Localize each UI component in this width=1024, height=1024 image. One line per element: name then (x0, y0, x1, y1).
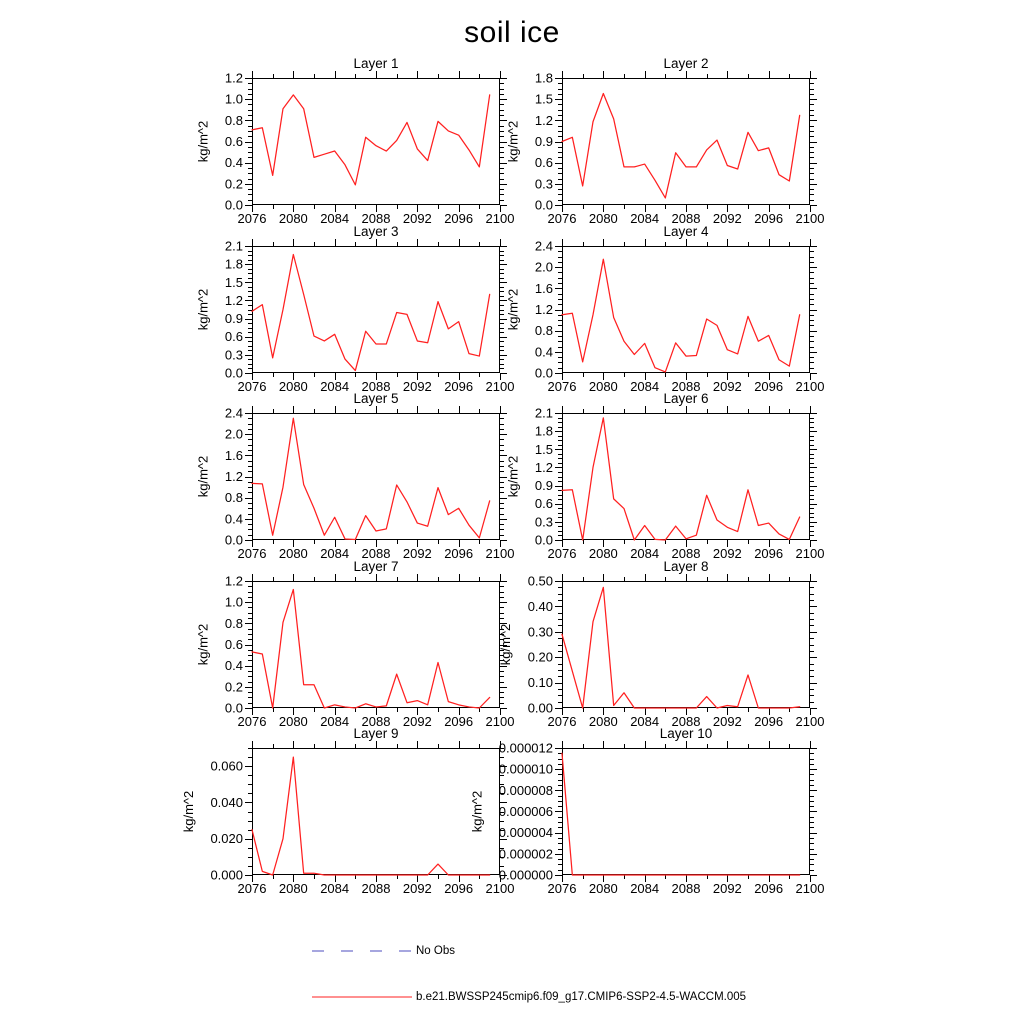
x-tick-label: 2096 (444, 379, 474, 394)
y-tick-label: 1.2 (534, 459, 553, 475)
y-tick-label: 0.8 (224, 615, 243, 631)
panel-layer-4 (505, 224, 825, 394)
x-tick-label: 2080 (278, 881, 308, 896)
panel-title: Layer 8 (663, 559, 709, 574)
panel-title: Layer 9 (353, 726, 399, 741)
x-tick-label: 2080 (588, 881, 618, 896)
y-tick-label: 0.2 (224, 176, 243, 192)
plot-layer-8 (498, 573, 825, 729)
x-tick-label: 2096 (444, 546, 474, 561)
panel-layer-8 (498, 559, 825, 729)
panel-title: Layer 7 (353, 559, 399, 574)
page-title: soil ice (464, 16, 560, 49)
series-line (562, 94, 800, 198)
x-tick-label: 2096 (754, 546, 784, 561)
x-tick-label: 2076 (547, 881, 577, 896)
y-axis-label: kg/m^2 (505, 288, 521, 331)
y-axis-label: kg/m^2 (195, 288, 211, 331)
plot-layer-4 (505, 238, 825, 394)
x-tick-label: 2080 (278, 379, 308, 394)
x-tick-label: 2084 (630, 714, 660, 729)
no-obs-label: No Obs (416, 945, 455, 957)
x-tick-label: 2088 (361, 546, 391, 561)
y-tick-label: 0.6 (534, 155, 553, 171)
y-tick-label: 0.0 (224, 532, 243, 548)
x-tick-label: 2080 (278, 211, 308, 226)
y-tick-label: 0.00 (527, 700, 553, 716)
y-tick-label: 0.2 (224, 679, 243, 695)
y-tick-label: 1.5 (534, 91, 553, 107)
x-tick-label: 2084 (320, 211, 350, 226)
panel-title: Layer 5 (353, 391, 399, 406)
series-line (252, 589, 490, 708)
y-tick-label: 1.8 (534, 70, 553, 86)
series-line (562, 418, 800, 540)
y-tick-label: 0.020 (210, 831, 243, 847)
y-tick-label: 0.0 (224, 197, 243, 213)
y-tick-label: 0.3 (534, 176, 553, 192)
x-tick-label: 2092 (712, 211, 742, 226)
y-tick-label: 1.5 (224, 274, 243, 290)
y-tick-label: 1.6 (224, 447, 243, 463)
x-tick-label: 2084 (630, 211, 660, 226)
model-label: b.e21.BWSSP245cmip6.f09_g17.CMIP6-SSP2-4.5-WACCM.005 (416, 991, 747, 1003)
x-tick-label: 2088 (671, 546, 701, 561)
x-tick-label: 2080 (588, 211, 618, 226)
x-tick-label: 2096 (444, 881, 474, 896)
y-tick-label: 2.0 (534, 259, 553, 275)
panel-title: Layer 10 (659, 726, 713, 741)
x-tick-label: 2076 (237, 881, 267, 896)
plot-layer-7 (195, 573, 515, 729)
x-tick-label: 2100 (795, 546, 825, 561)
y-tick-label: 2.4 (534, 238, 553, 254)
x-tick-label: 2076 (547, 546, 577, 561)
x-tick-label: 2076 (547, 211, 577, 226)
x-tick-label: 2096 (444, 714, 474, 729)
y-tick-label: 0.000000 (498, 867, 553, 883)
series-line (252, 254, 490, 370)
y-tick-label: 1.2 (224, 70, 243, 86)
x-tick-label: 2084 (630, 546, 660, 561)
x-tick-label: 2092 (402, 546, 432, 561)
x-tick-label: 2100 (485, 379, 515, 394)
y-axis-label: kg/m^2 (195, 120, 211, 163)
y-tick-label: 2.1 (224, 238, 243, 254)
plot-layer-3 (195, 238, 515, 394)
y-tick-label: 2.4 (224, 405, 243, 421)
y-tick-label: 0.0 (224, 365, 243, 381)
panel-layer-5 (195, 391, 515, 561)
series-line (252, 418, 490, 539)
y-axis-label: kg/m^2 (195, 623, 211, 666)
plot-layer-5 (195, 405, 515, 561)
x-tick-label: 2100 (485, 211, 515, 226)
series-line (252, 95, 490, 185)
x-tick-label: 2076 (237, 211, 267, 226)
y-tick-label: 0.000002 (498, 846, 553, 862)
panel-layer-6 (505, 391, 825, 561)
y-tick-label: 0.000012 (498, 740, 553, 756)
panel-layer-9 (181, 726, 515, 896)
y-axis-label: kg/m^2 (505, 120, 521, 163)
x-tick-label: 2084 (320, 881, 350, 896)
x-tick-label: 2092 (712, 714, 742, 729)
y-tick-label: 0.3 (224, 347, 243, 363)
x-tick-label: 2084 (320, 546, 350, 561)
y-tick-label: 0.040 (210, 794, 243, 810)
x-tick-label: 2092 (712, 546, 742, 561)
y-tick-label: 0.8 (534, 323, 553, 339)
x-tick-label: 2100 (795, 211, 825, 226)
panel-layer-10 (469, 726, 825, 896)
y-tick-label: 1.8 (224, 256, 243, 272)
x-tick-label: 2092 (402, 379, 432, 394)
x-tick-label: 2088 (361, 211, 391, 226)
y-tick-label: 1.2 (224, 469, 243, 484)
y-tick-label: 0.9 (534, 134, 553, 149)
y-axis-label: kg/m^2 (469, 790, 485, 833)
series-line (252, 757, 490, 875)
x-tick-label: 2100 (795, 714, 825, 729)
y-tick-label: 0.9 (224, 311, 243, 327)
x-tick-label: 2096 (754, 211, 784, 226)
y-tick-label: 0.4 (534, 344, 553, 360)
x-tick-label: 2076 (237, 379, 267, 394)
y-tick-label: 0.0 (224, 700, 243, 716)
y-tick-label: 0.6 (224, 134, 243, 149)
y-tick-label: 0.060 (210, 758, 243, 774)
y-tick-label: 2.0 (224, 426, 243, 442)
y-tick-label: 0.3 (534, 514, 553, 530)
y-tick-label: 0.000004 (498, 825, 553, 841)
x-tick-label: 2076 (237, 546, 267, 561)
y-tick-label: 0.8 (224, 112, 243, 128)
x-tick-label: 2092 (712, 881, 742, 896)
y-tick-label: 0.30 (527, 624, 553, 640)
x-tick-label: 2080 (278, 546, 308, 561)
x-tick-label: 2092 (402, 881, 432, 896)
x-tick-label: 2092 (402, 714, 432, 729)
panel-title: Layer 4 (663, 224, 709, 239)
panel-layer-2 (505, 56, 825, 226)
x-tick-label: 2096 (444, 211, 474, 226)
y-tick-label: 0.4 (224, 658, 243, 674)
panel-title: Layer 1 (353, 56, 399, 71)
x-tick-label: 2080 (588, 546, 618, 561)
x-tick-label: 2088 (361, 881, 391, 896)
plot-layer-9 (181, 748, 515, 896)
panel-title: Layer 3 (353, 224, 399, 239)
x-tick-label: 2100 (485, 714, 515, 729)
y-tick-label: 0.6 (224, 637, 243, 652)
plot-layer-10 (469, 740, 825, 896)
y-tick-label: 1.2 (224, 292, 243, 308)
series-line (562, 259, 800, 372)
panel-layer-1 (195, 56, 515, 226)
x-tick-label: 2088 (671, 714, 701, 729)
x-tick-label: 2080 (588, 714, 618, 729)
x-tick-label: 2100 (795, 379, 825, 394)
panel-layer-3 (195, 224, 515, 394)
y-tick-label: 1.2 (534, 302, 553, 317)
y-tick-label: 0.000006 (498, 804, 553, 819)
x-tick-label: 2100 (485, 881, 515, 896)
x-tick-label: 2088 (671, 211, 701, 226)
y-tick-label: 0.4 (224, 155, 243, 171)
x-tick-label: 2100 (795, 881, 825, 896)
x-tick-label: 2092 (712, 379, 742, 394)
x-tick-label: 2084 (630, 379, 660, 394)
x-tick-label: 2088 (671, 881, 701, 896)
y-axis-label: kg/m^2 (498, 623, 514, 666)
y-tick-label: 0.000010 (498, 761, 553, 777)
y-tick-label: 1.0 (224, 91, 243, 107)
y-tick-label: 1.0 (224, 594, 243, 610)
y-axis-label: kg/m^2 (181, 790, 196, 833)
y-tick-label: 0.0 (534, 532, 553, 548)
y-tick-label: 0.6 (224, 329, 243, 345)
x-tick-label: 2076 (237, 714, 267, 729)
y-tick-label: 0.000 (210, 867, 243, 883)
y-axis-label: kg/m^2 (195, 455, 211, 498)
y-tick-label: 0.9 (534, 478, 553, 494)
y-tick-label: 0.4 (224, 511, 243, 527)
y-tick-label: 0.10 (527, 675, 553, 691)
panel-title: Layer 6 (663, 391, 709, 406)
x-tick-label: 2088 (361, 714, 391, 729)
y-tick-label: 1.2 (534, 112, 553, 128)
x-tick-label: 2096 (754, 379, 784, 394)
plot-layer-1 (195, 70, 515, 226)
series-line (562, 753, 800, 875)
y-tick-label: 0.0 (534, 197, 553, 213)
x-tick-label: 2076 (547, 714, 577, 729)
series-line (562, 587, 800, 708)
panel-layer-7 (195, 559, 515, 729)
y-axis-label: kg/m^2 (505, 455, 521, 498)
x-tick-label: 2088 (361, 379, 391, 394)
y-tick-label: 2.1 (534, 405, 553, 421)
x-tick-label: 2080 (588, 379, 618, 394)
x-tick-label: 2092 (402, 211, 432, 226)
x-tick-label: 2080 (278, 714, 308, 729)
x-tick-label: 2084 (320, 714, 350, 729)
y-tick-label: 0.40 (527, 598, 553, 614)
y-tick-label: 1.6 (534, 280, 553, 296)
x-tick-label: 2088 (671, 379, 701, 394)
y-tick-label: 0.20 (527, 649, 553, 665)
y-tick-label: 0.8 (224, 490, 243, 506)
x-tick-label: 2084 (320, 379, 350, 394)
x-tick-label: 2084 (630, 881, 660, 896)
y-tick-label: 1.5 (534, 441, 553, 457)
plot-layer-2 (505, 70, 825, 226)
y-tick-label: 0.6 (534, 496, 553, 512)
panel-title: Layer 2 (663, 56, 709, 71)
y-tick-label: 0.000008 (498, 782, 553, 798)
y-tick-label: 1.2 (224, 573, 243, 589)
x-tick-label: 2100 (485, 546, 515, 561)
x-tick-label: 2096 (754, 881, 784, 896)
y-tick-label: 0.50 (527, 573, 553, 589)
y-tick-label: 0.0 (534, 365, 553, 381)
plot-layer-6 (505, 405, 825, 561)
x-tick-label: 2076 (547, 379, 577, 394)
y-tick-label: 1.8 (534, 423, 553, 439)
x-tick-label: 2096 (754, 714, 784, 729)
